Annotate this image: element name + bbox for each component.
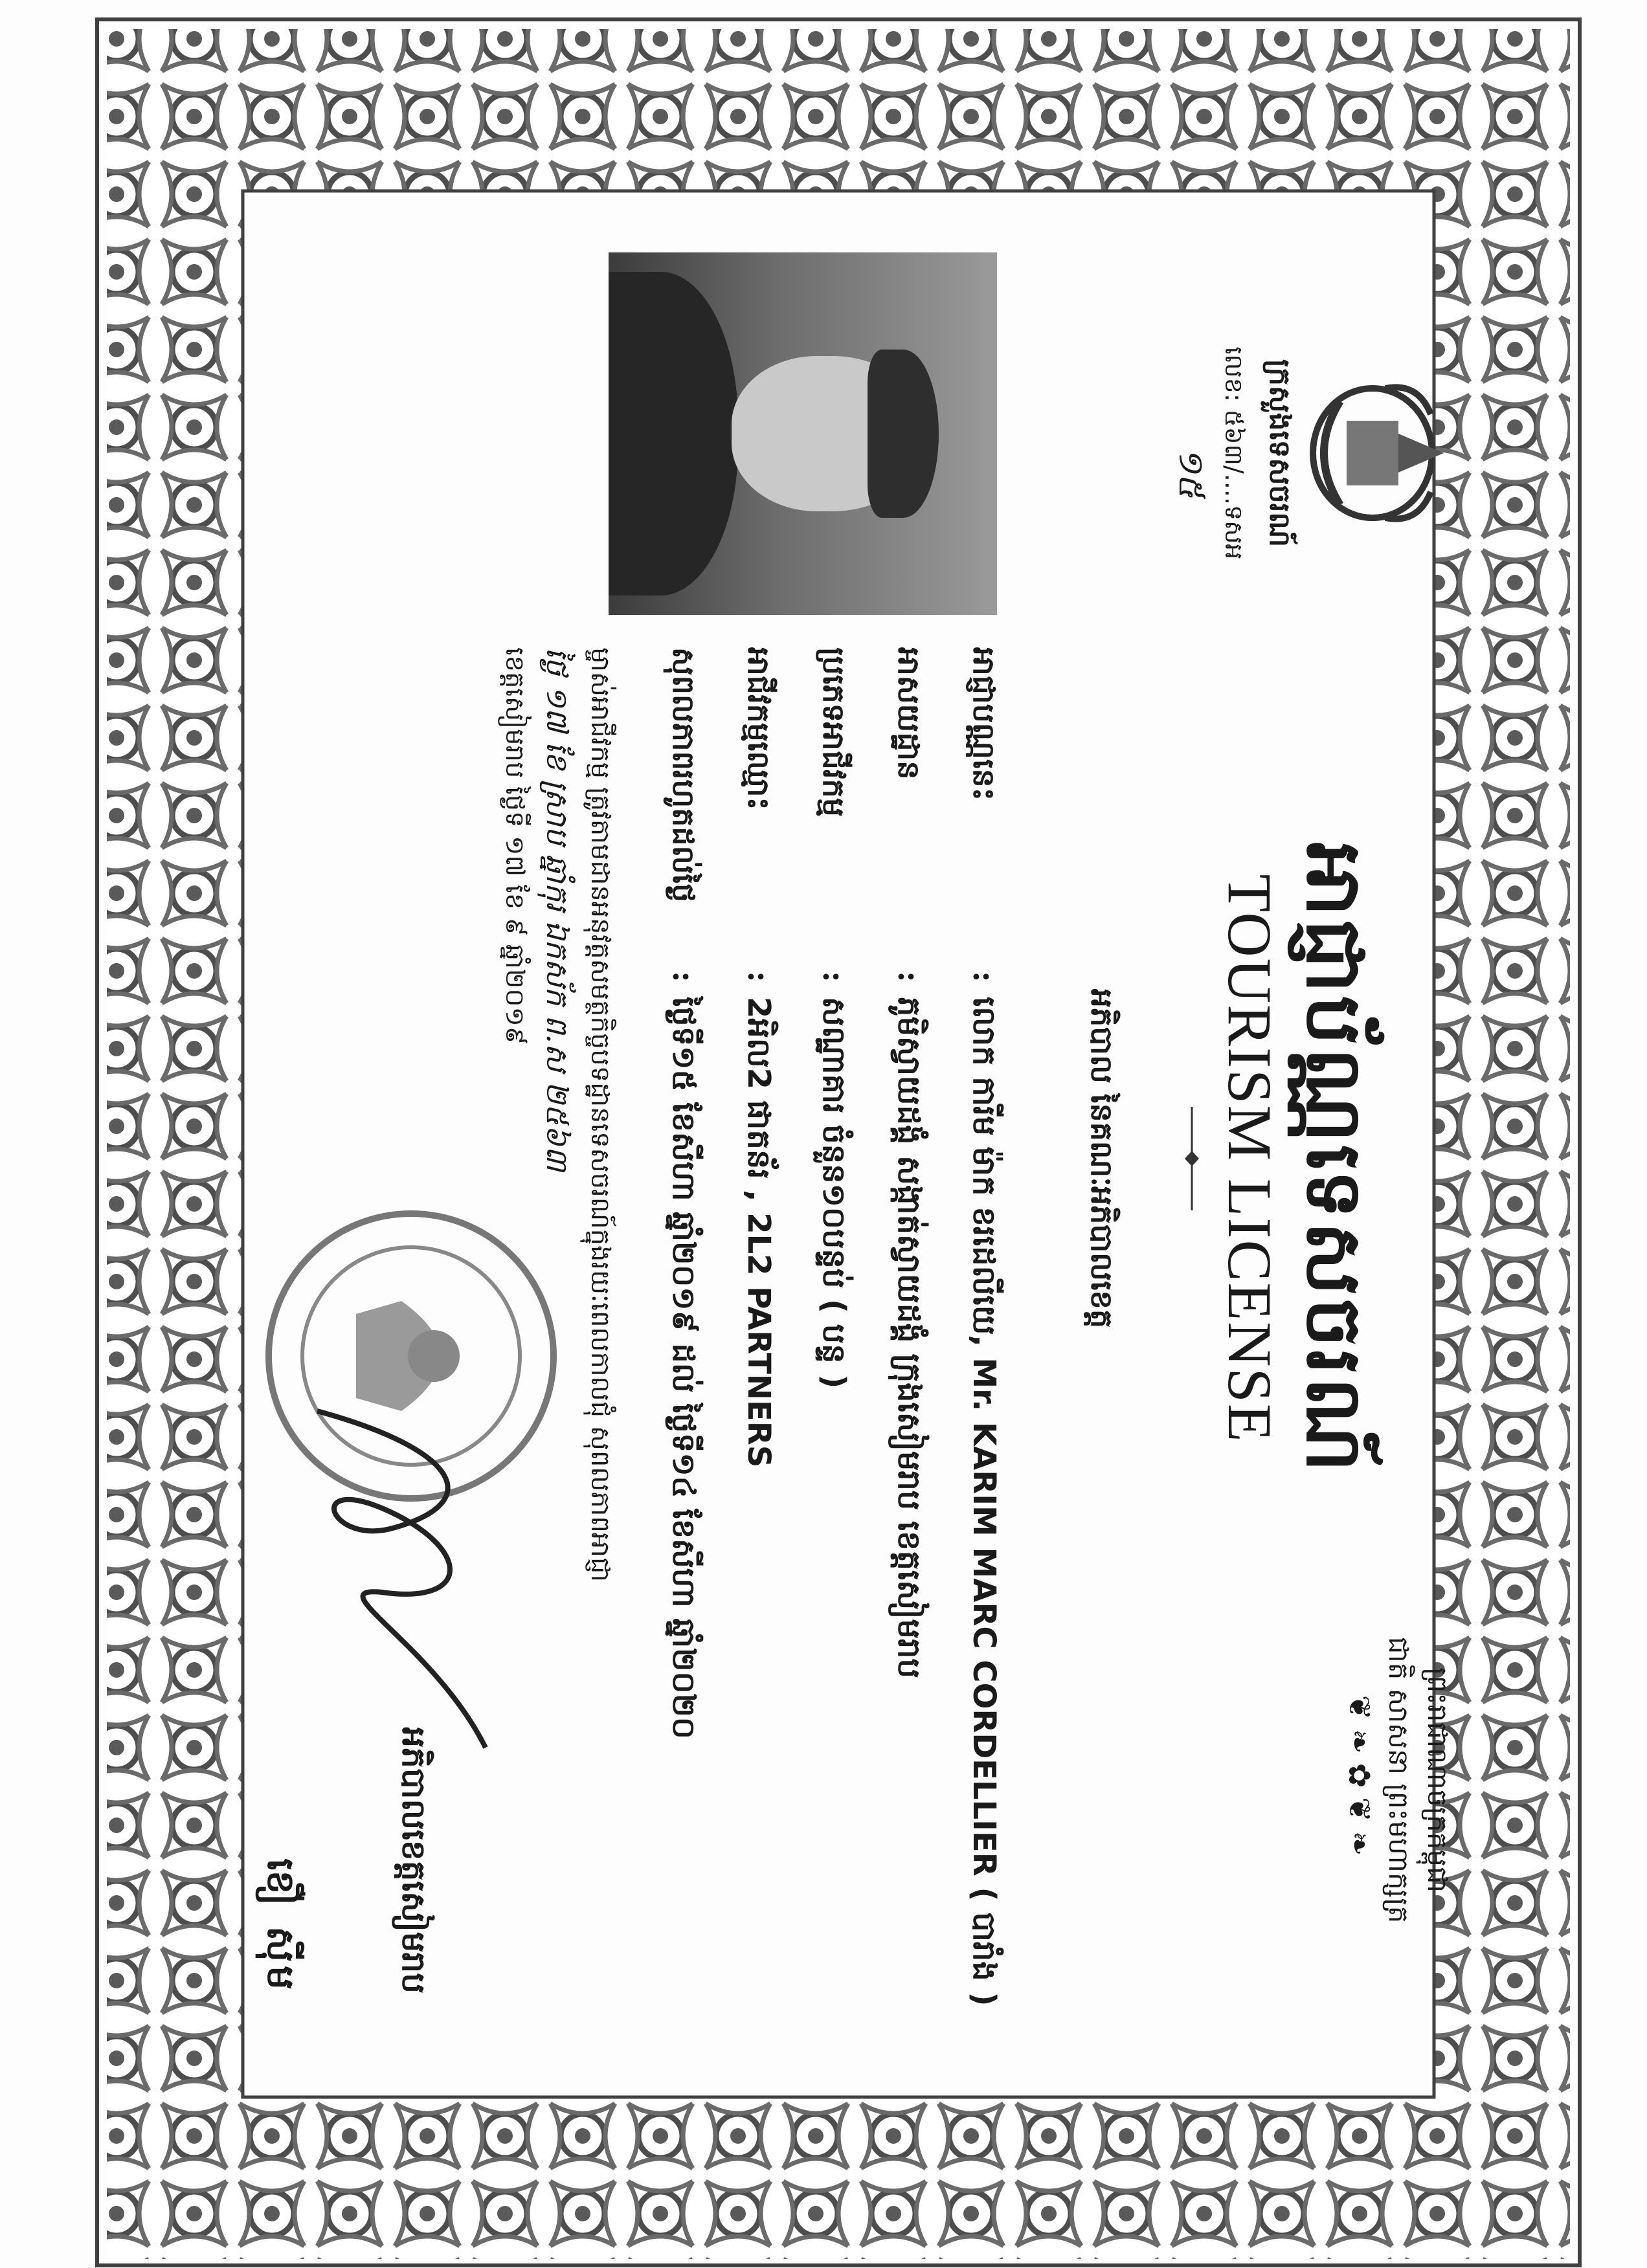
note-place-date: ខេត្តសៀមរាប ថ្ងៃទី ១៧ ខែ ៩ ឆ្នាំ២០១៩: [500, 647, 530, 1045]
field-colon: :: [816, 971, 852, 983]
signatory-title: អភិបាលខេត្តសៀមរាប: [395, 1727, 432, 1994]
field-row-business-name: [703, 647, 778, 2039]
field-row-holder: [928, 647, 1003, 2039]
field-colon: :: [666, 971, 702, 983]
license-title: [1182, 673, 1379, 1644]
reference-value: ៥៦៣/....ទសអ: [1220, 409, 1248, 560]
field-colon: :: [966, 971, 1002, 983]
field-value: 2អិល2 ផាតន័រ , 2L2 PARTNERS: [741, 997, 777, 1468]
signature-block: [240, 1126, 511, 2019]
note-date-handwritten: ថ្ងៃ ១៧ ខែ ស្រាប ឆ្នាំកុរ ឯកស័ក ព.ស ២៥៦៣: [540, 647, 575, 1172]
reference-handwritten: ១៥: [1171, 447, 1212, 498]
license-fields: [628, 647, 1003, 2039]
motto-ornament: ❦❧✿❦❧: [1342, 1695, 1377, 1865]
note-text: ម្ចាស់អាជីវកម្ម ត្រូវតាមដានអនុវត្តសមត្ថកិច្ចបទដ្ឋានទេសចរណ៍ក្នុងរយៈពេលកាលជុំ សុពលភាពអាជ្ញា: [585, 647, 615, 1583]
reference-number: [1213, 233, 1249, 673]
field-row-address: [853, 647, 928, 2039]
field-label: អាសយដ្ឋាន: [891, 647, 926, 780]
field-value: លោក ការីម ម៉ាក ខរដេលីយេ, Mr. KARIM MARC CORDELLIER ( បារាំង ): [966, 997, 1002, 2007]
field-label: អាជ្ញាបណ្ណនេះ: [967, 647, 1002, 801]
field-label: សុពលភាពរហូតដល់ថ្ងៃ: [666, 647, 701, 903]
handwritten-signature-icon: [278, 1398, 511, 1761]
field-value: សណ្ឋាគារ ចំនួន១០បន្ទប់ ( បន្ទ ): [816, 997, 852, 1389]
field-value: ថ្ងៃទី១៥ ខែសីហា ឆ្នាំ២០១៩ ដល់ ថ្ងៃទី១៤ ខែសីហា ឆ្នាំ២០២០: [666, 997, 702, 1739]
field-label: ប្រភេទអាជីវកម្ម: [816, 647, 851, 817]
photo-body: [609, 272, 738, 595]
holder-photo: [609, 252, 997, 615]
certificate-content: [227, 220, 1457, 2071]
field-label: អាជីវកម្មឈ្មោះ: [741, 647, 776, 810]
reference-label: លេខ:: [1220, 346, 1248, 402]
issuer-line: អភិបាល នៃគណៈអភិបាលខេត្ត: [1084, 988, 1119, 1329]
field-colon: :: [891, 971, 927, 983]
national-motto: ជាតិ សាសនា ព្រះមហាក្សត្រ: [1383, 1636, 1415, 1924]
signatory-name: ខឿ ស៊ីម: [259, 1858, 303, 1994]
title-divider-ornament: [1185, 1107, 1199, 1210]
field-value: ភូមិស្វាយដង្គំ សង្កាត់ស្វាយដង្គំ ក្រុងសៀមរាប ខេត្តសៀមរាប: [891, 997, 927, 1678]
field-row-business-type: [778, 647, 853, 2039]
ministry-name: ក្រសួងទេសចរណ៍: [1263, 359, 1296, 548]
ministry-emblem-icon: [1308, 375, 1457, 531]
field-colon: :: [741, 971, 777, 983]
photo-hair: [868, 350, 939, 518]
kingdom-name: ព្រះរាជាណាចក្រកម្ពុជា: [1422, 1667, 1453, 1893]
field-row-validity: [628, 647, 703, 2039]
title-khmer: អាជ្ញាប័ណ្ណទេសចរណ៍: [1289, 842, 1379, 1475]
title-english: TOURISM LICENSE: [1215, 874, 1284, 1443]
ministry-header: [1162, 233, 1457, 673]
